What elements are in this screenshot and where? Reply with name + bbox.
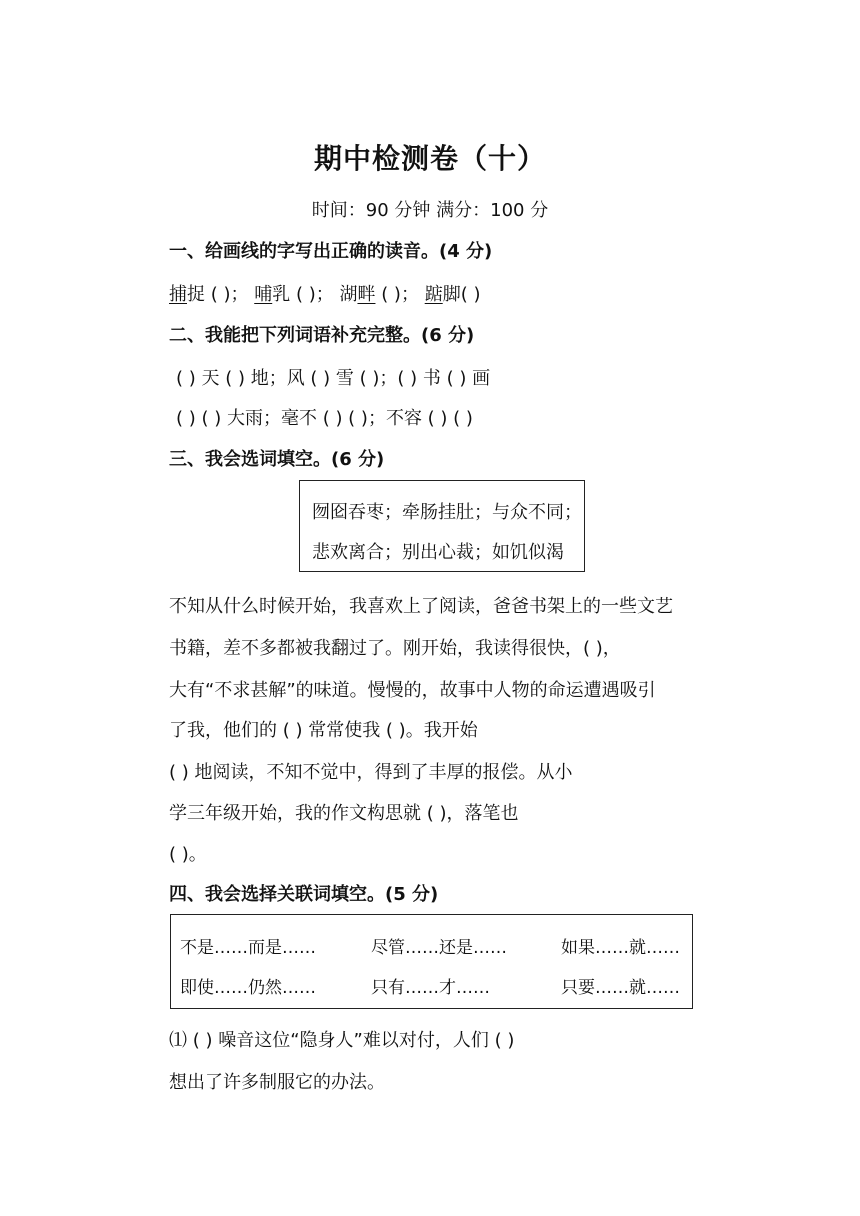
pinyin-item: 湖畔 ( )； [339, 284, 419, 305]
conjunction-box [170, 914, 693, 1009]
underlined-char: 畔 [357, 284, 376, 305]
section-2-line-1: ( ) 天 ( ) 地；风 ( ) 雪 ( )；( ) 书 ( ) 画 [176, 368, 491, 389]
word-bank-line-2: 悲欢离合；别出心裁；如饥似渴 [312, 542, 564, 563]
word-bank-box [299, 480, 585, 572]
section-2-line-2: ( ) ( ) 大雨；毫不 ( ) ( )；不容 ( ) ( ) [176, 408, 473, 429]
conjunction-option: 只要……就…… [561, 978, 680, 998]
exam-info: 时间：90 分钟 满分：100 分 [311, 200, 549, 221]
section-4-heading: 四、我会选择关联词填空。(5 分) [169, 884, 439, 905]
conjunction-option: 即使……仍然…… [180, 978, 316, 998]
pinyin-item: 踮脚( ) [424, 284, 481, 305]
page-title: 期中检测卷（十） [313, 142, 546, 175]
section-1-items [169, 280, 480, 306]
conjunction-option: 尽管……还是…… [371, 938, 507, 958]
passage-line: 不知从什么时候开始，我喜欢上了阅读，爸爸书架上的一些文艺 [169, 596, 673, 617]
passage-line: 了我，他们的 ( ) 常常使我 ( )。我开始 [169, 720, 478, 741]
conjunction-option: 只有……才…… [371, 978, 490, 998]
passage-line: ( )。 [169, 844, 207, 865]
passage-line: 大有“不求甚解”的味道。慢慢的，故事中人物的命运遭遇吸引 [169, 680, 656, 701]
section-3-heading: 三、我会选词填空。(6 分) [169, 449, 385, 470]
underlined-char: 捕 [169, 284, 187, 305]
conjunction-option: 不是……而是…… [180, 938, 316, 958]
pinyin-item: 捕捉 ( )； [169, 284, 249, 305]
underlined-char: 哺 [254, 284, 273, 305]
word-bank-line-1: 囫囵吞枣；牵肠挂肚；与众不同； [312, 502, 582, 523]
question-1-line-1: ⑴ ( ) 噪音这位“隐身人”难以对付，人们 ( ) [169, 1030, 515, 1051]
section-1-heading: 一、给画线的字写出正确的读音。(4 分) [169, 241, 493, 262]
underlined-char: 踮 [424, 284, 443, 305]
pinyin-item: 哺乳 ( )； [254, 284, 334, 305]
question-1-line-2: 想出了许多制服它的办法。 [169, 1072, 385, 1093]
passage-line: ( ) 地阅读，不知不觉中，得到了丰厚的报偿。从小 [169, 762, 573, 783]
passage-line: 学三年级开始，我的作文构思就 ( )，落笔也 [169, 803, 519, 824]
section-2-heading: 二、我能把下列词语补充完整。(6 分) [169, 325, 475, 346]
conjunction-option: 如果……就…… [561, 938, 680, 958]
passage-line: 书籍，差不多都被我翻过了。刚开始，我读得很快，( )， [169, 638, 621, 659]
